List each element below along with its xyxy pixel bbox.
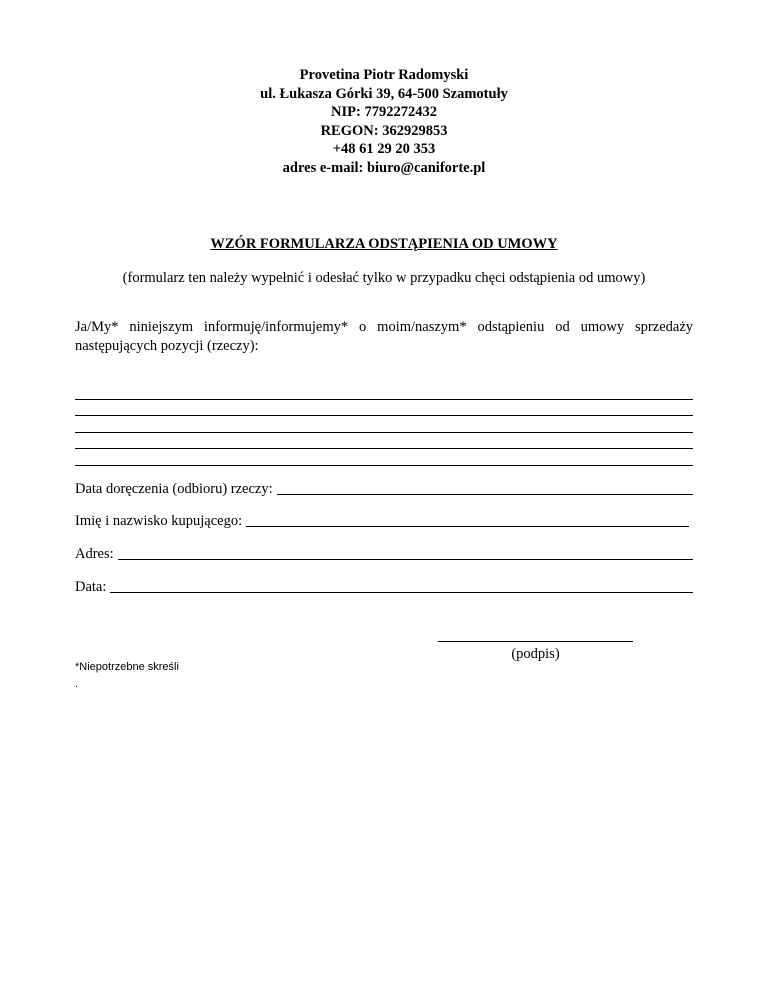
- delivery-date-label: Data doręczenia (odbioru) rzeczy:: [75, 481, 273, 497]
- items-blank-lines: [75, 383, 693, 466]
- address-line[interactable]: [118, 545, 693, 560]
- signature-line[interactable]: [438, 641, 633, 642]
- company-regon: REGON: 362929853: [320, 122, 448, 139]
- items-line[interactable]: [75, 433, 693, 450]
- buyer-name-label: Imię i nazwisko kupującego:: [75, 513, 243, 529]
- form-subtitle: (formularz ten należy wypełnić i odesłać tylko w przypadku chęci odstąpienia od umowy): [122, 270, 646, 286]
- date-label: Data:: [75, 579, 107, 595]
- buyer-name-field: [75, 512, 689, 530]
- date-field: [75, 578, 693, 596]
- items-line[interactable]: [75, 400, 693, 417]
- items-line[interactable]: [75, 449, 693, 466]
- company-name: Provetina Piotr Radomyski: [299, 67, 469, 83]
- company-nip: NIP: 7792272432: [331, 104, 437, 121]
- form-intro: Ja/My* niniejszym informuję/informujemy* o moim/naszym* odstąpieniu od umowy sprzedaży następujących pozycji (rzeczy):: [75, 319, 693, 354]
- address-label: Adres:: [75, 546, 114, 562]
- date-line[interactable]: [110, 578, 693, 593]
- signature-label: (podpis): [511, 646, 560, 662]
- delivery-date-line[interactable]: [277, 480, 693, 495]
- address-field: [75, 545, 693, 563]
- delivery-date-field: [75, 480, 693, 498]
- footnote-dot: .: [75, 678, 79, 690]
- buyer-name-line[interactable]: [246, 512, 689, 527]
- company-address: ul. Łukasza Górki 39, 64-500 Szamotuły: [260, 85, 508, 102]
- company-phone: +48 61 29 20 353: [332, 141, 436, 158]
- items-line[interactable]: [75, 416, 693, 433]
- footnote: *Niepotrzebne skreśli: [75, 661, 179, 673]
- items-line[interactable]: [75, 383, 693, 400]
- company-email: adres e-mail: biuro@caniforte.pl: [282, 159, 486, 176]
- form-title: WZÓR FORMULARZA ODSTĄPIENIA OD UMOWY: [210, 236, 558, 252]
- company-header: [0, 66, 768, 178]
